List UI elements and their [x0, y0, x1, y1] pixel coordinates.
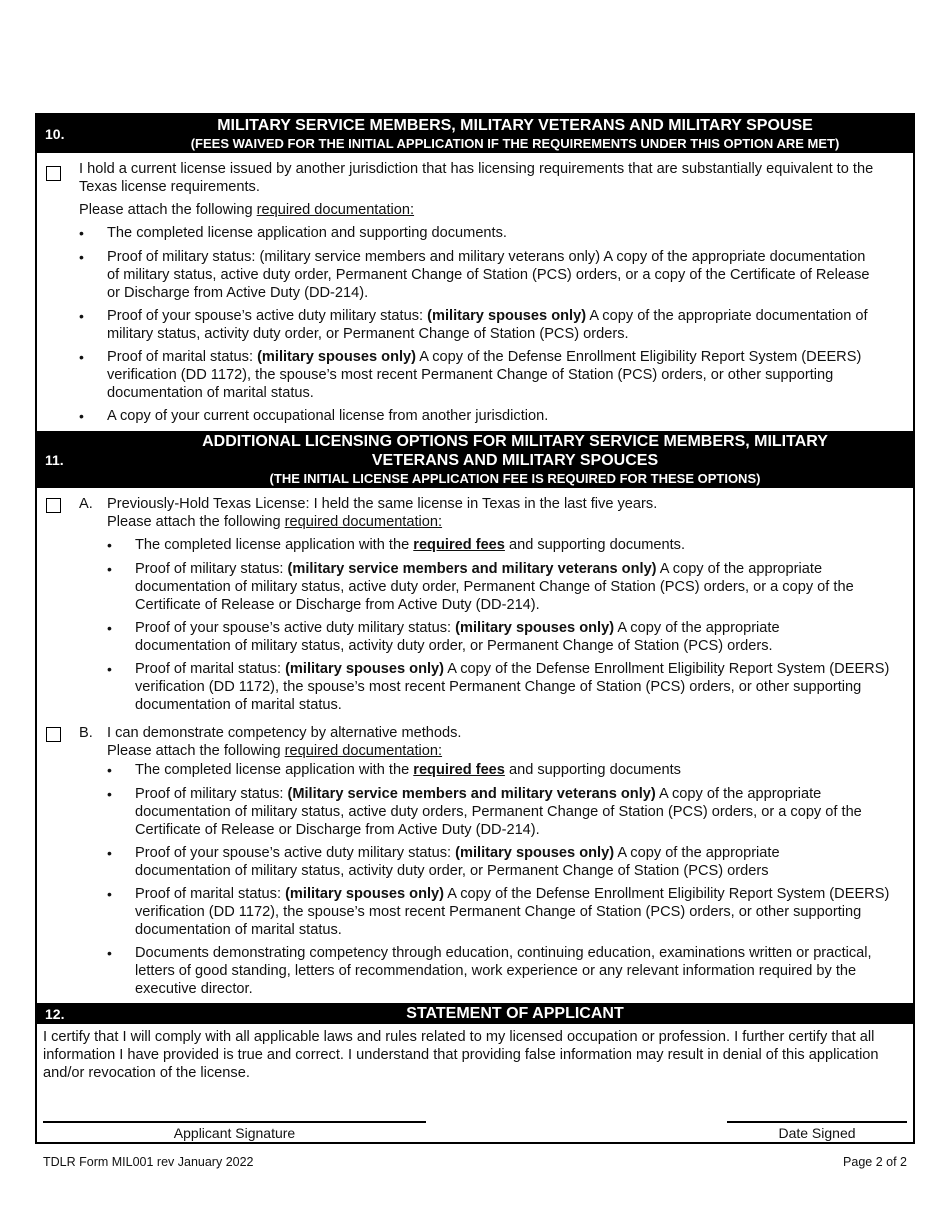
page-number: Page 2 of 2: [843, 1155, 907, 1169]
bullet: •: [107, 762, 112, 778]
section-10-checkbox[interactable]: [46, 166, 61, 181]
item-text: [135, 619, 827, 655]
bullet: •: [107, 620, 112, 636]
section-10-attach: [79, 201, 905, 219]
item-text: [135, 885, 907, 939]
option-a-item-1: [107, 536, 907, 554]
section-10-item-4: [79, 348, 879, 402]
bullet: •: [107, 537, 112, 553]
bullet: •: [79, 308, 84, 324]
option-b-item-1: [107, 761, 907, 779]
form-page: [35, 113, 915, 1144]
item-text: [107, 307, 905, 343]
required-fees: required fees: [413, 537, 505, 553]
option-a-item-2: [107, 560, 907, 614]
item-bold: (Military service members and military veterans only): [287, 786, 656, 802]
section-11-number: 11.: [45, 452, 64, 468]
date-signed-line[interactable]: [727, 1121, 907, 1123]
option-a-statement: Previously-Hold Texas License: I held the same license in Texas in the last five years.: [107, 496, 658, 512]
bullet: •: [107, 845, 112, 861]
required-fees: required fees: [413, 762, 505, 778]
option-a-checkbox[interactable]: [46, 498, 61, 513]
option-a-item-4: [107, 660, 907, 714]
item-pre: Proof of military status:: [135, 786, 288, 802]
item-bold: (military service members and military veterans only): [287, 561, 657, 577]
section-10-item-3: [79, 307, 905, 343]
item-pre: The completed license application with the: [135, 537, 414, 553]
item-bold: (military spouses only): [257, 349, 417, 365]
attach-prefix: Please attach the following: [107, 514, 285, 530]
section-10-item-2: [79, 248, 879, 302]
item-text: [107, 348, 879, 402]
item-text: Proof of military status: (military service members and military veterans only) A copy of the appropriate documentation of military status, active duty order, Permanent Change of Station (PCS) orders, or a copy of the Certificate of Release or Discharge from Active Duty (DD-214).: [107, 249, 870, 301]
required-documentation-link: required documentation:: [284, 743, 443, 759]
item-text: The completed license application and supporting documents.: [107, 225, 507, 241]
option-b-item-4: [107, 885, 907, 939]
item-text: A copy of your current occupational license from another jurisdiction.: [107, 408, 549, 424]
item-bold: (military spouses only): [427, 308, 587, 324]
form-identifier: TDLR Form MIL001 rev January 2022: [43, 1155, 254, 1169]
section-10-statement: I hold a current license issued by another jurisdiction that has licensing requirements that are substantially equivalent to the Texas license requirements.: [79, 161, 874, 195]
section-10-item-1: [79, 224, 905, 242]
item-pre: Proof of marital status:: [107, 349, 258, 365]
option-b-checkbox[interactable]: [46, 727, 61, 742]
item-post: A copy of the Defense Enrollment Eligibility Report System (DEERS) verification (DD 1172), the spouse’s most recent Permanent Change of Station (PCS) orders, or other supporting documentation of marital status.: [135, 661, 890, 713]
item-text: [135, 844, 827, 880]
item-post: A copy of the Defense Enrollment Eligibility Report System (DEERS) verification (DD 1172), the spouse’s most recent Permanent Change of Station (PCS) orders, or other supporting documentation of marital status.: [107, 349, 862, 401]
section-11-header: [37, 431, 913, 488]
option-a-item-3: [107, 619, 827, 655]
item-text: [135, 560, 907, 614]
item-text: [135, 660, 907, 714]
option-b-attach: [107, 742, 907, 760]
item-pre: Proof of marital status:: [135, 661, 286, 677]
option-a-letter: A.: [79, 496, 93, 512]
item-text: [135, 536, 907, 554]
item-post: A copy of the appropriate documentation of military status, activity duty order, or Permanent Change of Station (PCS) orders.: [135, 620, 780, 654]
section-10-subtitle: (FEES WAIVED FOR THE INITIAL APPLICATION IF THE REQUIREMENTS UNDER THIS OPTION ARE MET): [190, 136, 840, 151]
section-11-title-line-1: ADDITIONAL LICENSING OPTIONS FOR MILITARY SERVICE MEMBERS, MILITARY: [202, 433, 828, 450]
bullet: •: [107, 786, 112, 802]
item-post: A copy of the appropriate documentation of military status, activity duty order, or Permanent Change of Station (PCS) orders: [135, 845, 780, 879]
section-12-title: STATEMENT OF APPLICANT: [406, 1005, 624, 1022]
date-signed-label: Date Signed: [778, 1125, 856, 1141]
item-bold: (military spouses only): [455, 620, 615, 636]
section-10-title: MILITARY SERVICE MEMBERS, MILITARY VETERANS AND MILITARY SPOUSE: [217, 117, 813, 134]
section-11-title-line-2: VETERANS AND MILITARY SPOUCES: [371, 452, 659, 469]
signature-label: Applicant Signature: [173, 1125, 296, 1141]
section-12-number: 12.: [45, 1006, 65, 1022]
bullet: •: [107, 945, 112, 961]
option-b-statement: I can demonstrate competency by alternative methods.: [107, 725, 462, 741]
applicant-statement: I certify that I will comply with all applicable laws and rules related to my licensed occupation or profession. I further certify that all information I have provided is true and correct. I understand that providing false information may result in denial of this application and/or revocation of the license.: [43, 1029, 879, 1081]
item-bold: (military spouses only): [285, 661, 445, 677]
required-documentation-link: required documentation:: [284, 514, 443, 530]
option-b-item-5: [107, 944, 897, 998]
item-post: and supporting documents.: [504, 537, 686, 553]
option-b-item-2: [107, 785, 897, 839]
item-post: and supporting documents: [504, 762, 681, 778]
attach-prefix: Please attach the following: [79, 202, 257, 218]
item-pre: Proof of military status:: [135, 561, 288, 577]
bullet: •: [107, 886, 112, 902]
item-pre: Proof of marital status:: [135, 886, 286, 902]
section-10-number: 10.: [45, 126, 65, 142]
item-text: [135, 785, 897, 839]
bullet: •: [79, 408, 84, 424]
item-pre: Proof of your spouse’s active duty military status:: [135, 845, 456, 861]
item-text: [135, 761, 907, 779]
option-b-letter: B.: [79, 725, 93, 741]
bullet: •: [107, 661, 112, 677]
item-text: Documents demonstrating competency through education, continuing education, examinations written or practical, letters of good standing, letters of recommendation, work experience or any relevant information required by the executive director.: [135, 945, 872, 997]
section-11-subtitle: (THE INITIAL LICENSE APPLICATION FEE IS REQUIRED FOR THESE OPTIONS): [269, 471, 761, 486]
item-bold: (military spouses only): [285, 886, 445, 902]
bullet: •: [79, 249, 84, 265]
signature-line[interactable]: [43, 1121, 426, 1123]
item-pre: The completed license application with the: [135, 762, 414, 778]
item-pre: Proof of your spouse’s active duty military status:: [107, 308, 428, 324]
item-post: A copy of the Defense Enrollment Eligibility Report System (DEERS) verification (DD 1172), the spouse’s most recent Permanent Change of Station (PCS) orders, or other supporting documentation of marital status.: [135, 886, 890, 938]
bullet: •: [79, 225, 84, 241]
required-documentation-link: required documentation:: [256, 202, 415, 218]
option-b-item-3: [107, 844, 827, 880]
item-post: A copy of the appropriate documentation of military status, activity duty order, or Permanent Change of Station (PCS) orders.: [107, 308, 868, 342]
bullet: •: [107, 561, 112, 577]
section-12-header: [37, 1003, 913, 1024]
bullet: •: [79, 349, 84, 365]
item-post: A copy of the appropriate documentation of military status, active duty order, Permanent Change of Station (PCS) orders, or a copy of the Certificate of Release or Discharge from Active Duty (DD-214).: [135, 561, 854, 613]
section-10-header: [37, 115, 913, 153]
attach-prefix: Please attach the following: [107, 743, 285, 759]
item-pre: Proof of your spouse’s active duty military status:: [135, 620, 456, 636]
item-post: A copy of the appropriate documentation of military status, active duty orders, Permanent Change of Station (PCS) orders, or a copy of the Certificate of Release or Discharge from Active Duty (DD-214).: [135, 786, 862, 838]
item-bold: (military spouses only): [455, 845, 615, 861]
section-10-item-5: [79, 407, 905, 425]
option-a-attach: [107, 513, 907, 531]
